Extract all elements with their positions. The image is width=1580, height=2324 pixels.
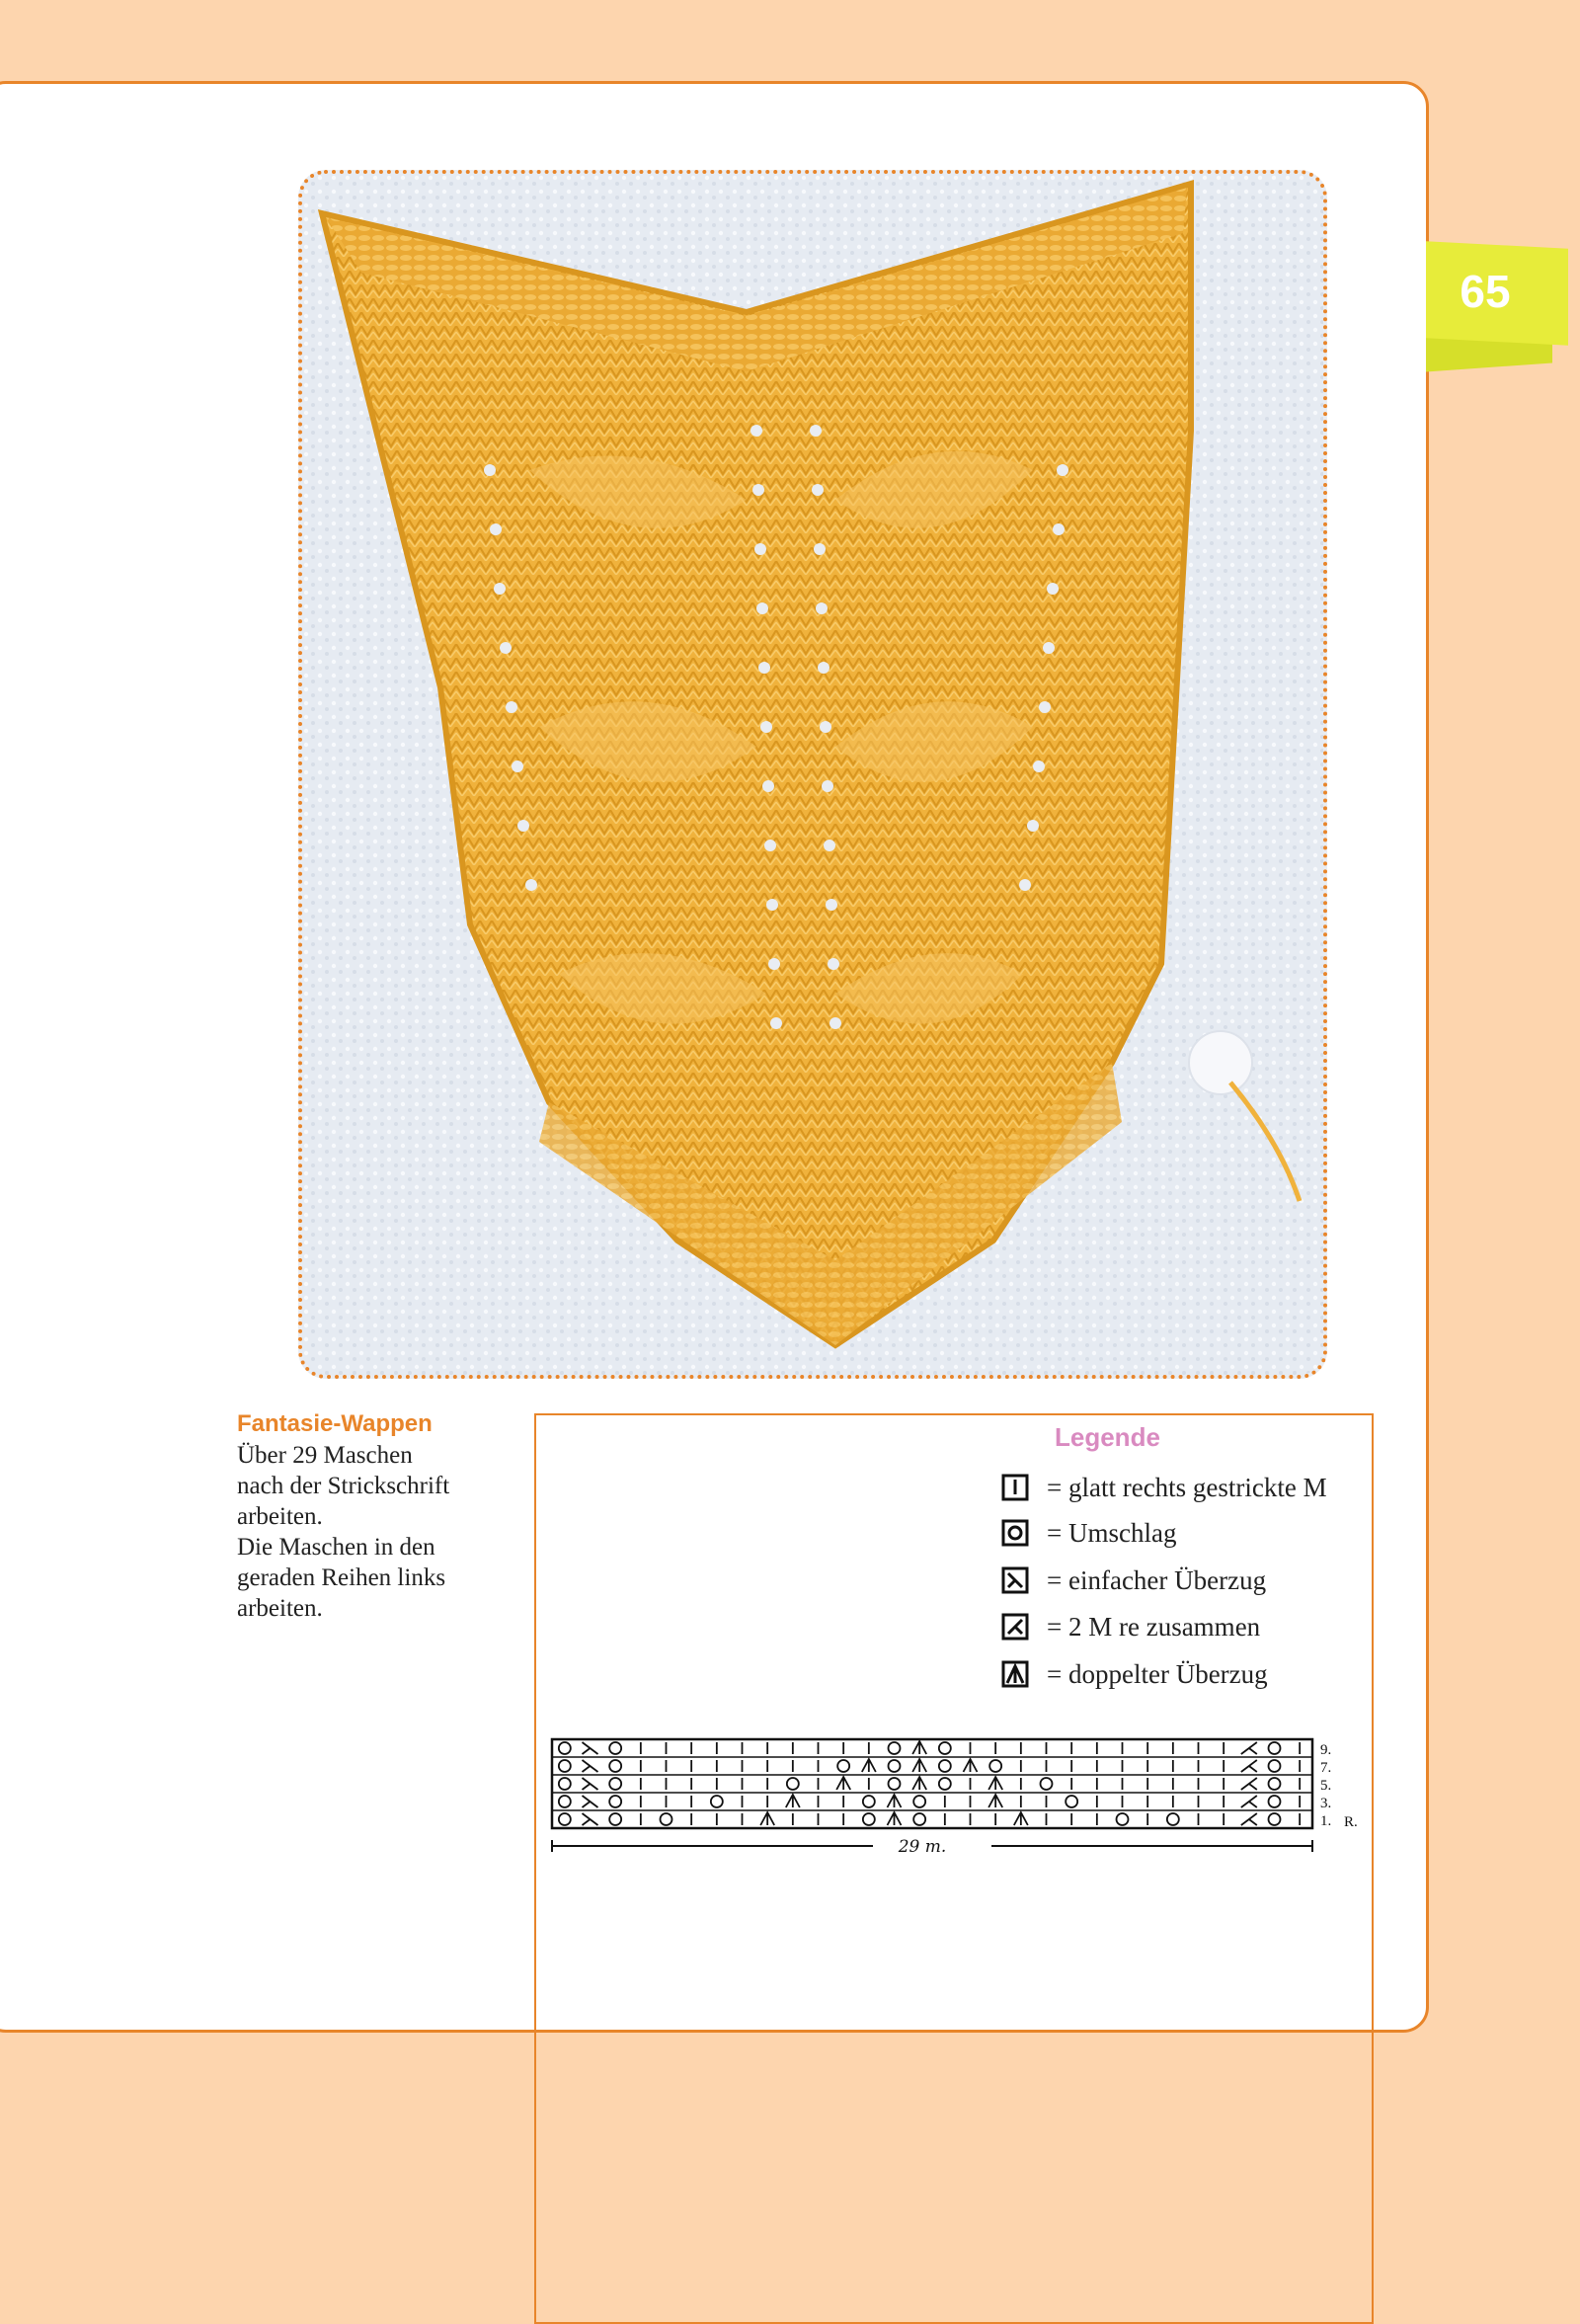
yarn-over-symbol	[939, 1778, 951, 1790]
yarn-over-symbol	[787, 1778, 799, 1790]
yarn-over-symbol	[863, 1813, 875, 1825]
yarn-over-symbol	[863, 1796, 875, 1807]
pattern-caption	[237, 1410, 474, 1624]
yarn-over-symbol	[1269, 1778, 1281, 1790]
double-decrease-symbol	[964, 1759, 978, 1772]
chart-row	[559, 1741, 1300, 1754]
legend-item	[1001, 1607, 1260, 1646]
knit-two-together-symbol	[1241, 1796, 1257, 1807]
page-number-tab	[1426, 245, 1568, 356]
yarn-over-symbol	[559, 1742, 571, 1754]
yarn-over-symbol	[1269, 1813, 1281, 1825]
legend-item	[1001, 1468, 1327, 1507]
yarn-over-symbol	[559, 1796, 571, 1807]
yarn-over-symbol	[609, 1796, 621, 1807]
double-decrease-symbol	[862, 1759, 876, 1772]
slip-slip-knit-symbol	[583, 1796, 598, 1807]
legend-item	[1001, 1513, 1176, 1553]
chart-row	[552, 1775, 1312, 1790]
double-decrease-symbol	[912, 1759, 926, 1772]
yarn-over-symbol	[559, 1760, 571, 1772]
yarn-over-symbol	[609, 1742, 621, 1754]
row-suffix-label: R.	[1344, 1814, 1358, 1830]
pattern-title: Fantasie-Wappen	[237, 1410, 433, 1437]
yarn-over-symbol	[939, 1760, 951, 1772]
legend-text: = doppelter Überzug	[1047, 1658, 1268, 1689]
yarn-over-symbol	[1167, 1813, 1179, 1825]
yarn-over-symbol	[1269, 1760, 1281, 1772]
double-decrease-symbol	[988, 1795, 1002, 1807]
knit-two-together-symbol	[1241, 1760, 1257, 1772]
yarn-over-symbol	[559, 1778, 571, 1790]
yarn-over-symbol	[889, 1778, 901, 1790]
pattern-instructions	[237, 1440, 474, 1624]
yarn-over-symbol	[711, 1796, 723, 1807]
yarn-over-symbol	[559, 1813, 571, 1825]
instruction-line: nach der Strickschrift	[237, 1473, 450, 1499]
instruction-line: arbeiten.	[237, 1503, 323, 1530]
instruction-line: arbeiten.	[237, 1595, 323, 1622]
knitted-swatch-photo	[298, 170, 1327, 1379]
double-decrease-symbol	[912, 1741, 926, 1754]
yarn-over-icon	[1001, 1518, 1031, 1548]
slip-slip-knit-symbol	[583, 1813, 598, 1825]
yarn-over-symbol	[1269, 1742, 1281, 1754]
yarn-over-symbol	[1066, 1796, 1077, 1807]
width-label: 29 m.	[898, 1837, 947, 1857]
yarn-over-symbol	[609, 1813, 621, 1825]
yarn-over-symbol	[913, 1796, 925, 1807]
slip-slip-knit-icon	[1001, 1565, 1031, 1595]
double-decrease-symbol	[888, 1812, 902, 1825]
legend-title: Legende	[1055, 1422, 1160, 1452]
double-decrease-symbol	[786, 1795, 800, 1807]
double-decrease-symbol	[1014, 1812, 1028, 1825]
page-number: 65	[1460, 266, 1511, 317]
legend-text: = glatt rechts gestrickte M	[1047, 1472, 1327, 1502]
legend-text: = einfacher Überzug	[1047, 1564, 1267, 1595]
slip-slip-knit-symbol	[583, 1742, 598, 1754]
double-decrease-symbol	[912, 1777, 926, 1790]
row-number-label: 5.	[1320, 1778, 1332, 1794]
double-decrease-symbol	[760, 1812, 774, 1825]
instruction-line: Die Maschen in den	[237, 1534, 435, 1561]
knit-stitch-icon	[1001, 1473, 1031, 1502]
knit-two-together-symbol	[1241, 1813, 1257, 1825]
yarn-over-symbol	[913, 1813, 925, 1825]
legend-item	[1001, 1654, 1268, 1694]
legend-item	[1001, 1561, 1266, 1600]
yarn-over-symbol	[1269, 1796, 1281, 1807]
yarn-over-symbol	[989, 1760, 1001, 1772]
double-decrease-icon	[1001, 1659, 1031, 1689]
slip-slip-knit-symbol	[583, 1760, 598, 1772]
legend-text: = 2 M re zusammen	[1047, 1611, 1261, 1642]
yarn-over-symbol	[661, 1813, 672, 1825]
row-number-label: 1.	[1320, 1813, 1332, 1829]
yarn-over-symbol	[889, 1742, 901, 1754]
double-decrease-symbol	[988, 1777, 1002, 1790]
instruction-line: geraden Reihen links	[237, 1564, 446, 1591]
row-number-label: 9.	[1320, 1742, 1332, 1758]
double-decrease-symbol	[888, 1795, 902, 1807]
chart-row	[552, 1757, 1312, 1772]
knit-two-together-symbol	[1241, 1778, 1257, 1790]
chart-row	[552, 1810, 1312, 1825]
row-number-label: 7.	[1320, 1760, 1332, 1776]
slip-slip-knit-symbol	[583, 1778, 598, 1790]
row-number-label: 3.	[1320, 1796, 1332, 1811]
yarn-over-symbol	[889, 1760, 901, 1772]
yarn-over-symbol	[939, 1742, 951, 1754]
knit-two-together-symbol	[1241, 1742, 1257, 1754]
yarn-over-symbol	[837, 1760, 849, 1772]
instruction-line: Über 29 Maschen	[237, 1442, 413, 1469]
chart-row	[552, 1793, 1312, 1807]
knitting-chart	[548, 1733, 1358, 1882]
yarn-over-symbol	[609, 1778, 621, 1790]
yarn-over-symbol	[1041, 1778, 1053, 1790]
yarn-over-symbol	[609, 1760, 621, 1772]
yarn-over-symbol	[1117, 1813, 1129, 1825]
double-decrease-symbol	[836, 1777, 850, 1790]
knit-two-together-icon	[1001, 1612, 1031, 1642]
legend-text: = Umschlag	[1047, 1517, 1177, 1548]
